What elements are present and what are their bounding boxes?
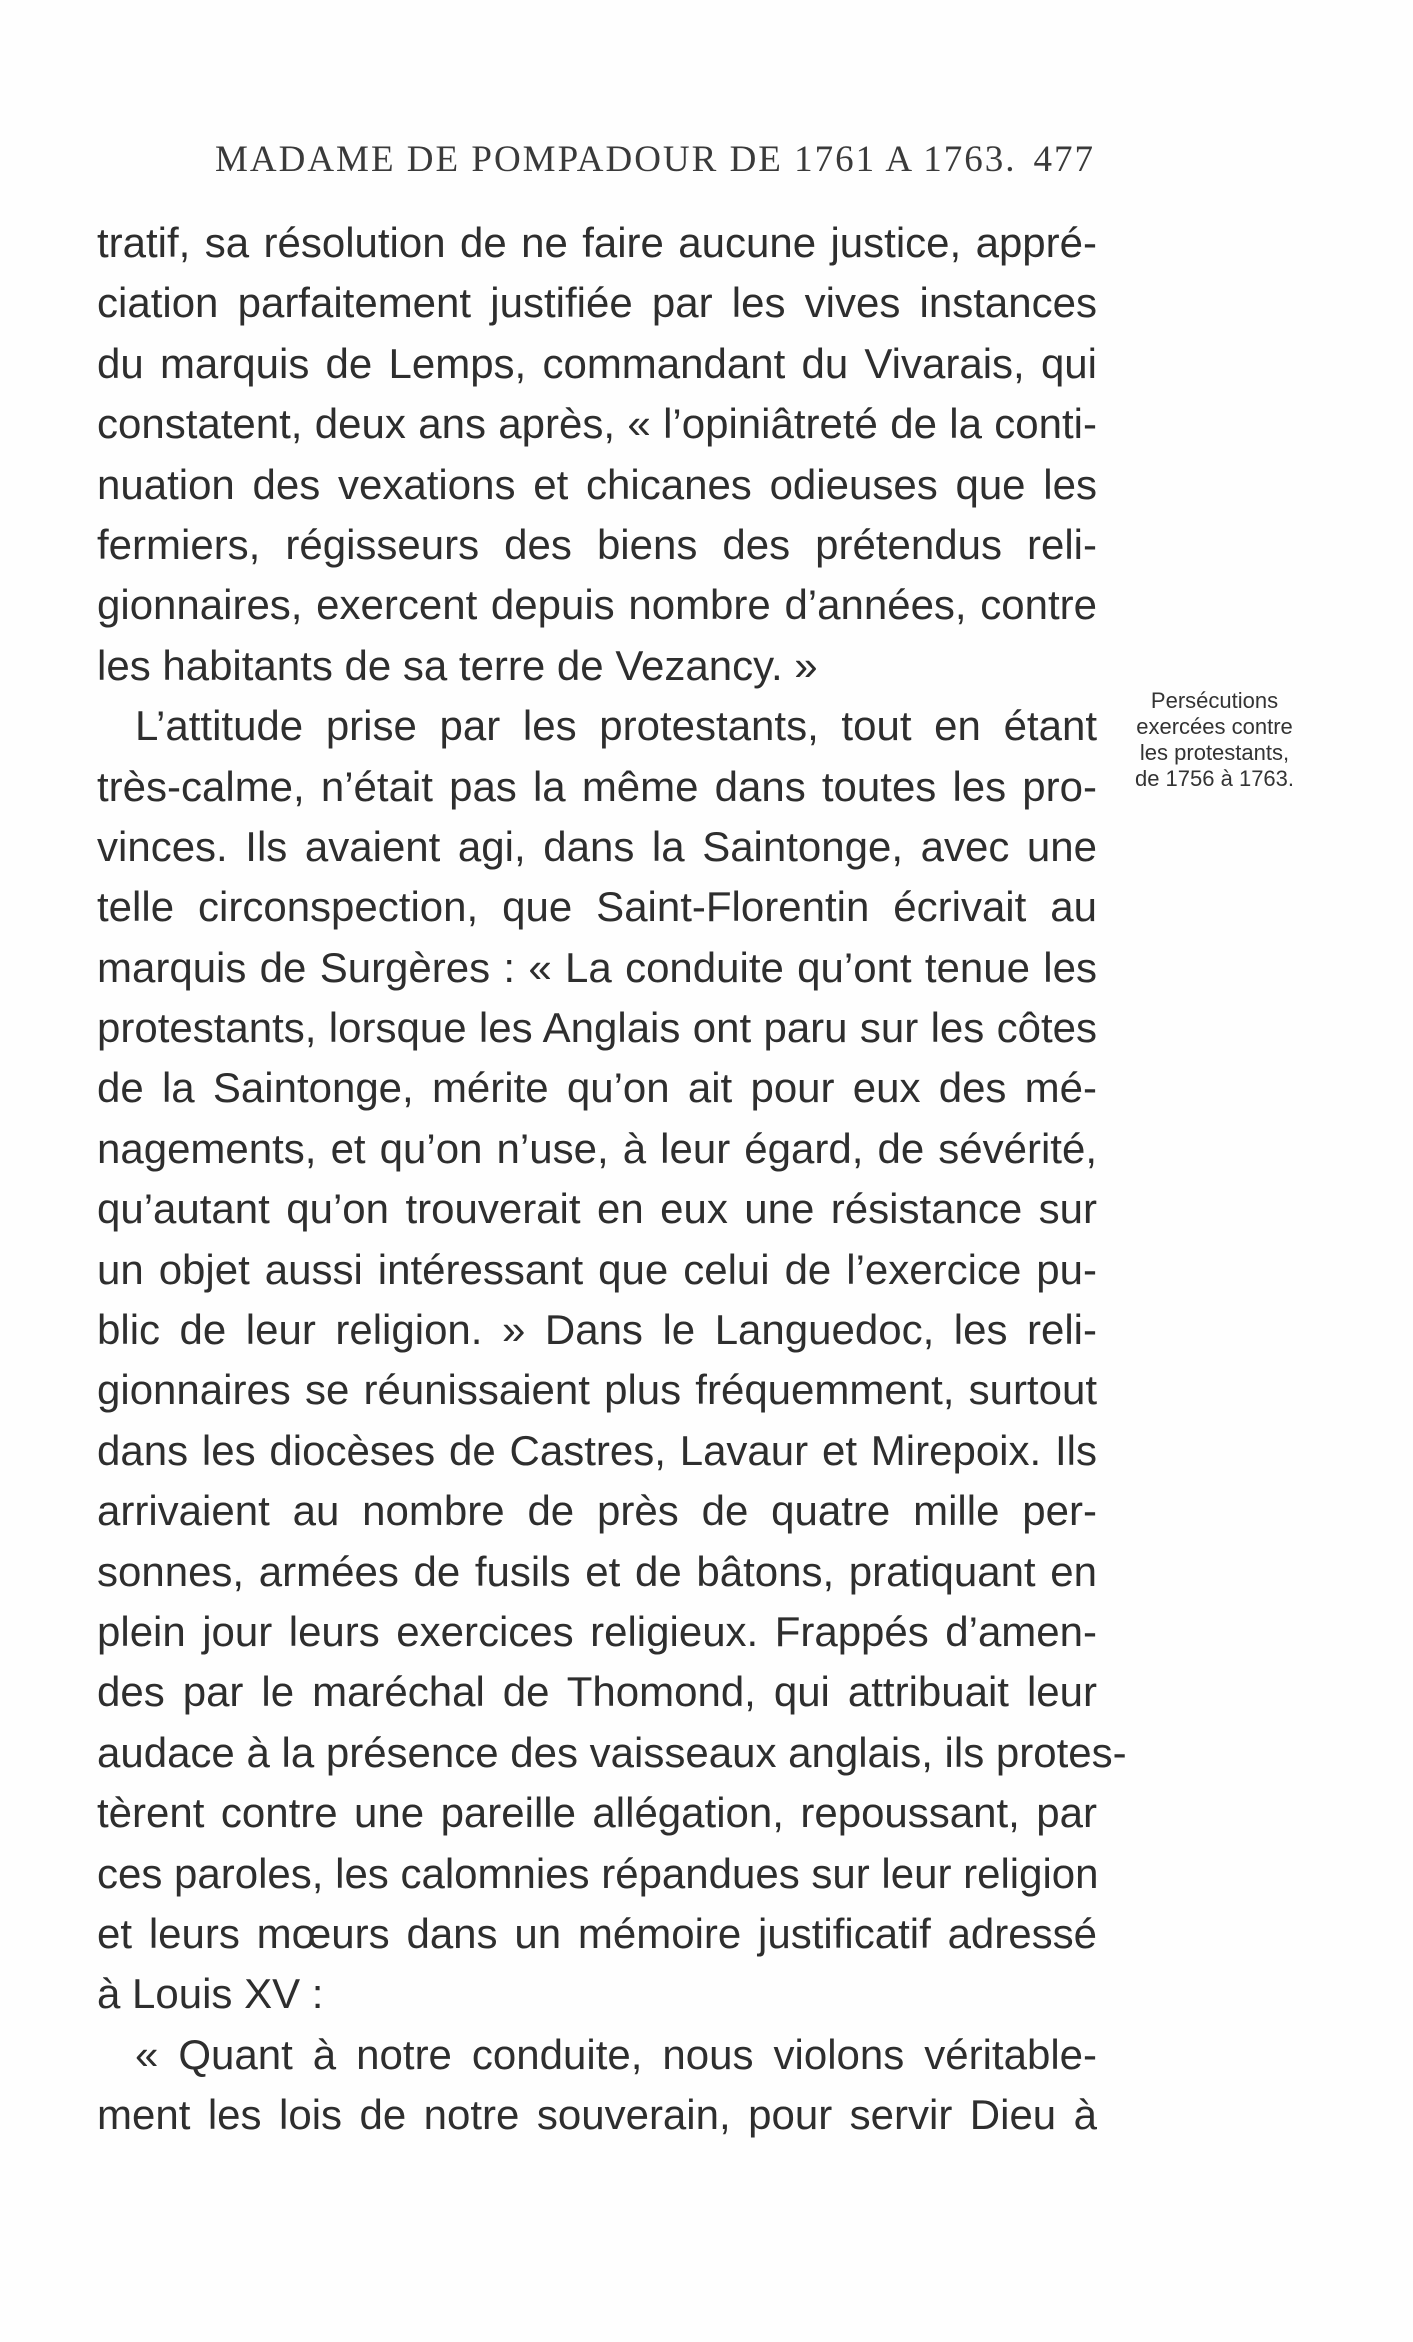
text-line: protestants, lorsque les Anglais ont paru sur les côtes: [97, 1004, 1097, 1052]
body-text: [97, 213, 1127, 2146]
text-line: qu’autant qu’on trouverait en eux une résistance sur: [97, 1185, 1097, 1233]
margin-note-line: de 1756 à 1763.: [1134, 766, 1295, 791]
text-line: nuation des vexations et chicanes odieuses que les: [97, 460, 1097, 508]
page-number: 477: [1033, 139, 1095, 180]
text-line: ciation parfaitement justifiée par les vives instances: [97, 279, 1097, 327]
text-line: un objet aussi intéressant que celui de l’exercice pu-: [97, 1245, 1097, 1293]
text-line: et leurs mœurs dans un mémoire justificatif adressé: [97, 1909, 1097, 1957]
margin-note-line: Persécutions: [1150, 688, 1279, 713]
text-line: des par le maréchal de Thomond, qui attribuait leur: [97, 1668, 1097, 1716]
text-line: sonnes, armées de fusils et de bâtons, pratiquant en: [97, 1547, 1097, 1595]
text-line: très-calme, n’était pas la même dans toutes les pro-: [97, 762, 1097, 810]
text-line: ment les lois de notre souverain, pour servir Dieu à: [97, 2091, 1097, 2139]
text-line: L’attitude prise par les protestants, tout en étant: [135, 702, 1097, 750]
text-line: vinces. Ils avaient agi, dans la Saintonge, avec une: [97, 822, 1097, 870]
text-line: marquis de Surgères : « La conduite qu’ont tenue les: [97, 943, 1097, 991]
text-line: audace à la présence des vaisseaux anglais, ils protes-: [97, 1728, 1127, 1776]
text-line: les habitants de sa terre de Vezancy. »: [97, 641, 818, 689]
running-title: MADAME DE POMPADOUR DE 1761 A 1763.: [215, 139, 1017, 180]
text-line: nagements, et qu’on n’use, à leur égard, de sévérité,: [97, 1124, 1097, 1172]
text-line: plein jour leurs exercices religieux. Frappés d’amen-: [97, 1607, 1097, 1655]
text-line: blic de leur religion. » Dans le Languedoc, les reli-: [97, 1306, 1097, 1354]
text-line: gionnaires, exercent depuis nombre d’années, contre: [97, 581, 1097, 629]
text-line: à Louis XV :: [97, 1970, 324, 2018]
text-line: fermiers, régisseurs des biens des prétendus reli-: [97, 520, 1097, 568]
text-line: ces paroles, les calomnies répandues sur leur religion: [97, 1849, 1099, 1897]
text-line: arrivaient au nombre de près de quatre mille per-: [97, 1487, 1097, 1535]
text-line: du marquis de Lemps, commandant du Vivarais, qui: [97, 339, 1097, 387]
margin-note: [1112, 688, 1317, 792]
text-line: tratif, sa résolution de ne faire aucune justice, appré-: [97, 219, 1097, 266]
margin-note-line: exercées contre: [1136, 714, 1293, 739]
text-line: tèrent contre une pareille allégation, repoussant, par: [97, 1789, 1097, 1837]
text-line: « Quant à notre conduite, nous violons véritable-: [135, 2030, 1097, 2078]
margin-note-line: les protestants,: [1139, 740, 1290, 765]
text-line: dans les diocèses de Castres, Lavaur et Mirepoix. Ils: [97, 1426, 1097, 1474]
text-line: telle circonspection, que Saint-Florentin écrivait au: [97, 883, 1097, 931]
text-line: gionnaires se réunissaient plus fréquemment, surtout: [97, 1366, 1097, 1414]
text-line: de la Saintonge, mérite qu’on ait pour eux des mé-: [97, 1064, 1097, 1112]
running-head: [215, 138, 1095, 188]
text-line: constatent, deux ans après, « l’opiniâtreté de la conti-: [97, 400, 1097, 448]
